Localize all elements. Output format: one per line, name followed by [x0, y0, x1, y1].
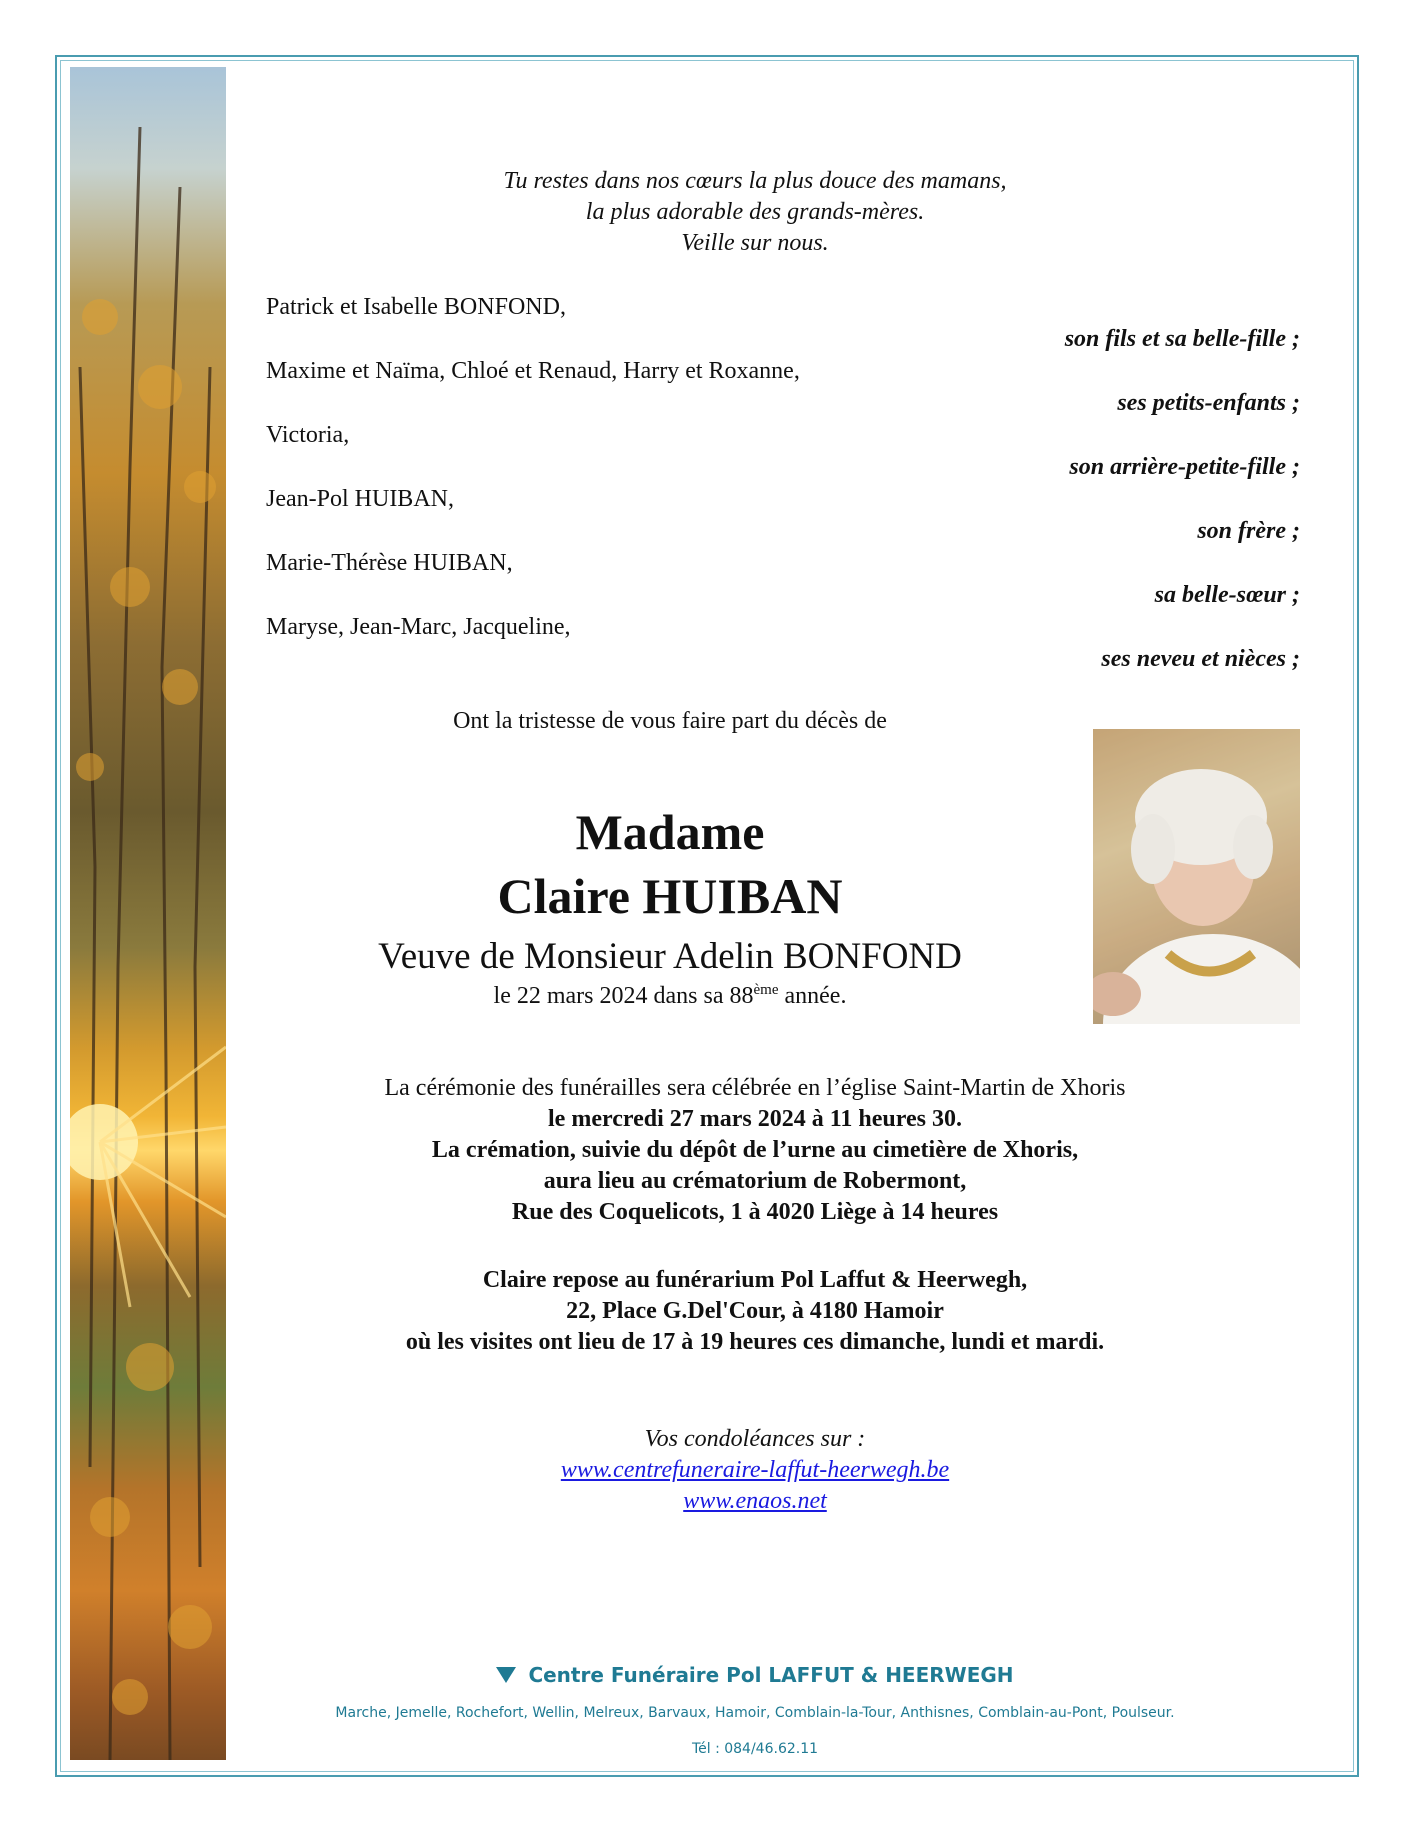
ceremony-block — [230, 1073, 1280, 1228]
ceremony-line — [230, 1104, 1280, 1135]
ceremony-line: La cérémonie des funérailles sera célébrée en l’église Saint-Martin de Xhoris — [384, 1075, 1126, 1101]
ceremony-line — [230, 1197, 1280, 1228]
deceased-title: Madame — [575, 804, 765, 860]
portrait-photo — [1093, 729, 1300, 1024]
death-date-suffix: année. — [778, 983, 847, 1009]
family-relation: son fils et sa belle-fille ; — [1064, 326, 1300, 352]
footer-places: Marche, Jemelle, Rochefort, Wellin, Melreux, Barvaux, Hamoir, Comblain-la-Tour, Anthisnes, Comblain-au-Pont, Poulseur. — [335, 1705, 1175, 1721]
family-names: Jean-Pol HUIBAN, — [266, 486, 454, 512]
family-relation: son frère ; — [1197, 518, 1300, 544]
family-names: Maxime et Naïma, Chloé et Renaud, Harry et Roxanne, — [266, 358, 800, 384]
condolences-label — [230, 1424, 1280, 1455]
poem — [230, 166, 1280, 259]
repose-line: 22, Place G.Del'Cour, à 4180 Hamoir — [566, 1298, 944, 1324]
repose-line: Claire repose au funérarium Pol Laffut & Heerwegh, — [482, 1267, 1028, 1293]
footer-title-text: Centre Funéraire Pol LAFFUT & HEERWEGH — [528, 1663, 1014, 1687]
family-relation: son arrière-petite-fille ; — [1069, 454, 1300, 480]
family-names: Patrick et Isabelle BONFOND, — [266, 294, 566, 320]
poem-line: Veille sur nous. — [681, 230, 829, 256]
condolences-label-text: Vos condoléances sur : — [644, 1426, 866, 1452]
family-names: Victoria, — [266, 422, 350, 448]
deceased-name: Claire HUIBAN — [497, 868, 843, 924]
ceremony-date: le mercredi 27 mars 2024 à 11 heures 30. — [548, 1106, 962, 1132]
widow-line: Veuve de Monsieur Adelin BONFOND — [378, 936, 962, 977]
family-names: Maryse, Jean-Marc, Jacqueline, — [266, 614, 571, 640]
autumn-forest-image — [70, 67, 226, 1760]
condolences-link-funeral-center[interactable]: www.centrefuneraire-laffut-heerwegh.be — [560, 1457, 950, 1483]
ceremony-line — [230, 1135, 1280, 1166]
repose-block — [230, 1265, 1280, 1358]
condolences-block — [230, 1424, 1280, 1517]
deceased-heading — [230, 800, 1110, 928]
cremation-line: La crémation, suivie du dépôt de l’urne au cimetière de Xhoris, — [431, 1137, 1079, 1163]
triangle-down-icon — [496, 1667, 516, 1683]
family-relation: sa belle-sœur ; — [1154, 582, 1300, 608]
family-relation: ses petits-enfants ; — [1117, 390, 1300, 416]
crematorium-address: Rue des Coquelicots, 1 à 4020 Liège à 14 heures — [511, 1199, 999, 1225]
death-date-text: le 22 mars 2024 dans sa 88 — [493, 983, 754, 1009]
ceremony-line — [230, 1166, 1280, 1197]
footer-title — [230, 1663, 1280, 1687]
family-relation: ses neveu et nièces ; — [1101, 646, 1300, 672]
crematorium-line: aura lieu au crématorium de Robermont, — [543, 1168, 967, 1194]
repose-line: où les visites ont lieu de 17 à 19 heures ces dimanche, lundi et mardi. — [405, 1329, 1105, 1355]
poem-line: Tu restes dans nos cœurs la plus douce des mamans, — [503, 168, 1007, 194]
death-date-sup: ème — [753, 982, 779, 998]
poem-line: la plus adorable des grands-mères. — [585, 199, 925, 225]
condolences-link-enaos[interactable]: www.enaos.net — [683, 1488, 827, 1514]
death-date — [230, 982, 1110, 1010]
footer-phone: Tél : 084/46.62.11 — [691, 1741, 819, 1757]
family-names: Marie-Thérèse HUIBAN, — [266, 550, 513, 576]
announcement: Ont la tristesse de vous faire part du décès de — [453, 708, 887, 734]
